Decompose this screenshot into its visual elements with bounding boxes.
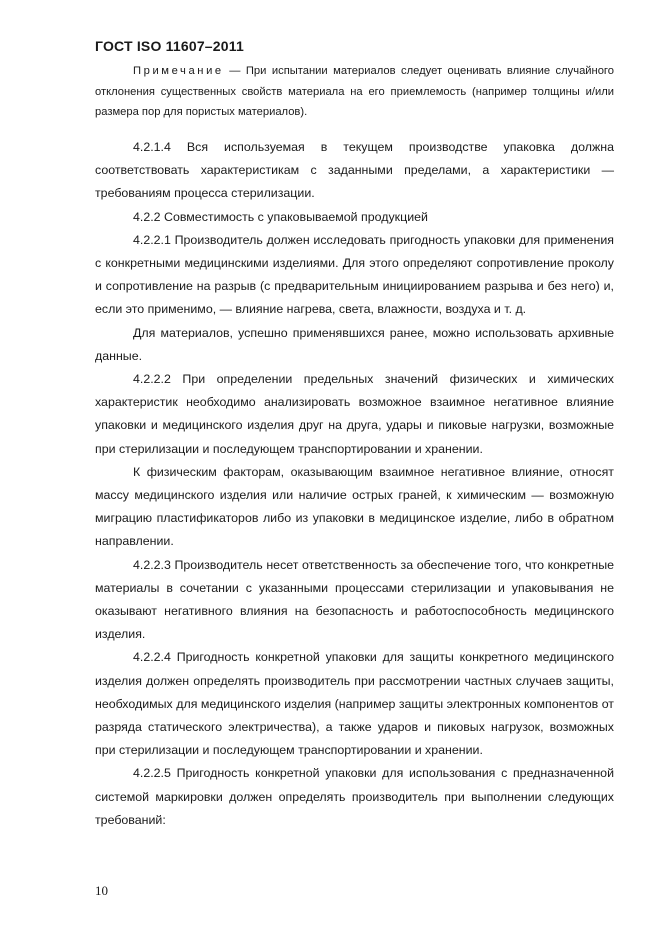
- paragraph-archive-data: Для материалов, успешно применявшихся ранее, можно использовать архивные данные.: [95, 325, 614, 363]
- paragraph-4-2-2-5: 4.2.2.5 Пригодность конкретной упаковки для использования с предназначенной системой маркировки должен определять производитель при выполнении следующих требований:: [95, 766, 614, 827]
- note-text: — При испытании материалов следует оценивать влияние случайного отклонения существенных свойств материала на его приемлемость (например толщины и/или размера пор для пористых материалов).: [95, 65, 614, 118]
- note-label: Примечание: [133, 65, 224, 77]
- page-number: 10: [95, 883, 108, 898]
- body-text: [95, 136, 614, 832]
- paragraph-4-2-1-4: 4.2.1.4 Вся используемая в текущем производстве упаковка должна соответствовать характеристикам с заданными пределами, а характеристики — требованиям процесса стерилизации.: [95, 140, 614, 201]
- paragraph-4-2-2-1: 4.2.2.1 Производитель должен исследовать пригодность упаковки для применения с конкретными медицинскими изделиями. Для этого определяют сопротивление проколу и сопротивление на разрыв (с предварительным инициированием разрыва и без него) и, если это применимо, — влияние нагрева, света, влажности, воздуха и т. д.: [95, 232, 614, 317]
- paragraph-4-2-2-2: 4.2.2.2 При определении предельных значений физических и химических характеристик необходимо анализировать возможное взаимное негативное влияние упаковки и медицинского изделия друг на друга, удары и пиковые нагрузки, возможные при стерилизации и последующем транспортировании и хранении.: [95, 372, 614, 456]
- document-header: ГОСТ ISO 11607–2011: [95, 38, 244, 54]
- note-paragraph: [95, 61, 614, 123]
- note-block: [95, 61, 614, 123]
- paragraph-4-2-2-4: 4.2.2.4 Пригодность конкретной упаковки для защиты конкретного медицинского изделия должен определять производитель при рассмотрении частных случаев защиты, необходимых для медицинского изделия (например защиты электронных компонентов от разряда статического электричества), а также ударов и пиковых нагрузок, возможных при стерилизации и последующем транспортировании и хранении.: [95, 650, 614, 758]
- paragraph-4-2-2-3: 4.2.2.3 Производитель несет ответственность за обеспечение того, что конкретные материалы в сочетании с указанными процессами стерилизации и упаковывания не оказывают негативного влияния на безопасность и работоспособность медицинского изделия.: [95, 557, 614, 642]
- paragraph-physical-factors: К физическим факторам, оказывающим взаимное негативное влияние, относят массу медицинского изделия или наличие острых граней, к химическим — возможную миграцию пластификаторов либо из упаковки в медицинское изделие, либо в обратном направлении.: [95, 464, 614, 549]
- section-heading-4-2-2: 4.2.2 Совместимость с упаковываемой продукцией: [133, 209, 428, 224]
